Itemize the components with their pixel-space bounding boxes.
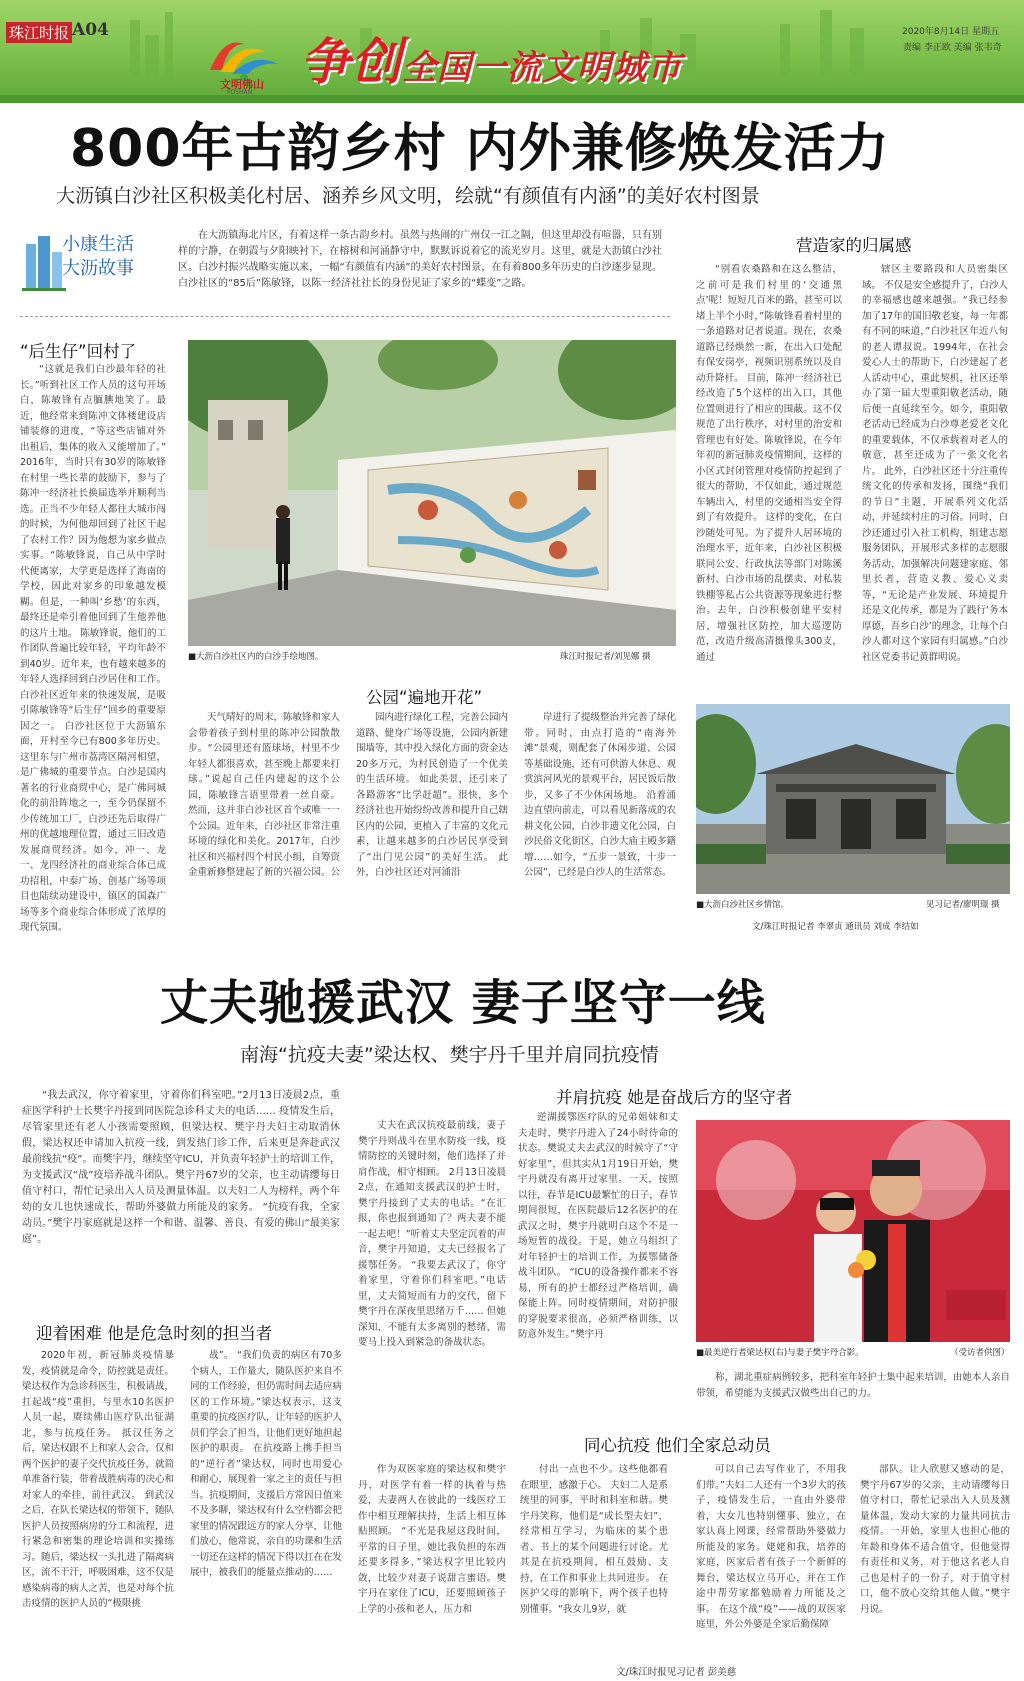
husband-col-1 <box>22 1348 174 1674</box>
article1-headline: 800年古韵乡村 内外兼修焕发活力 <box>70 119 890 179</box>
section-heading-wife: 并肩抗疫 她是奋战后方的坚守者 <box>556 1088 793 1107</box>
photo1-credit: 珠江时报记者/刘见娜 摄 <box>560 652 651 662</box>
family-col-2 <box>520 1462 668 1662</box>
body-text: 作为双医家庭的梁达权和樊宇丹，对医学有着一样的执着与热爱，夫妻两人在彼此的一线医疗工作中相互理解扶持，生活上相互体贴照顾。 “不光是我屋这段时间，平常的日子里，她比我负担的东西还要多得多，”梁达权字里比较内敛，比较少对妻子说甜言蜜语。樊宇丹在家住了ICU，还要照顾孩子上学的小孩和老人，压力和 <box>358 1464 506 1615</box>
paper-name: 珠江时报 <box>6 22 72 43</box>
article1-lead <box>178 228 662 308</box>
body-text: 付出一点也不少。这些他都看在眼里，感激于心。 夫妇二人是系统里的同事，平时和科室和谐。樊宇丹笑称，他们是“成长型夫妇”，经常相互学习，为临床的某个患者、书上的某个问题进行讨论。尤其是在抗疫期间，相互鼓励、支持，在工作和事业上共同进步。 在医护父母的影响下，两个孩子也特别懂事。“我女儿9岁，就 <box>520 1464 668 1615</box>
photo1-caption: ■大沥白沙社区内的白沙手绘地图。 <box>188 652 324 662</box>
column-logo-line1: 小康生活 <box>62 234 134 255</box>
issue-date: 2020年8月14日 星期五 <box>902 27 999 37</box>
section-heading-belonging: 营造家的归属感 <box>796 236 912 255</box>
article1-section1-body <box>20 362 166 932</box>
body-text: 岸进行了提级整治并完善了绿化带。同时，由点打造的“南海外滩”景观，则配套了休闲步道、公园等基础设施，还有可供游人休息、观赏滨河风光的景观平台，居民饭后散步，又多了不少休闲场地。 沿着涌边直望向前走，可以看见新落成的农耕文化公园，白沙非遗文化公园，白沙民俗文化街区，白沙大庙主殿多籍增……如今，“五步一景致，十步一公园”，已经是白沙人的生活常态。 <box>524 712 676 878</box>
body-text: 园内进行绿化工程，完善公园内道路、健身广场等设施，公园内新建围墙等，其中投入绿化方面的资金达20多万元，为村民创造了一个优美的生活环境。 如此美景，还引来了各路游客“比学赶超”。很快，多个经济社也开始纷纷改善和提升自己辖区内的公园，更植入了丰富的文化元素，让越来越多的白沙居民享受到了“出门见公园”的美好生活。 此外，白沙社区还对河涌沿 <box>356 712 508 878</box>
body-text: 称，湖北重症病例较多，把科室年轻护士集中起来培训，由她本人亲自带领，希望能为支援武汉做些出自己的力。 <box>696 1372 1010 1399</box>
building-icon <box>22 232 66 292</box>
page-header-banner <box>0 0 1024 103</box>
article2-headline: 丈夫驰援武汉 妻子坚守一线 <box>160 975 766 1031</box>
couple-photo-credit: （受访者供图） <box>950 1348 1010 1358</box>
parks-col-2 <box>356 710 508 926</box>
wife-col-1 <box>358 1118 506 1418</box>
column-logo <box>22 228 147 296</box>
column-logo-line2: 大沥故事 <box>62 258 134 279</box>
parks-col-1 <box>188 710 340 926</box>
section-heading-back-home: “后生仔”回村了 <box>20 342 137 361</box>
body-text: 战”。 “我们负责的病区有70多个病人，工作量大，随队医护来自不同的工作经验，但仍需时间去适应病区的工作环境。”梁达权表示，这支重要的抗疫医疗队，让年轻的医护人员们学会了担当，让他们更好地担起医护的职责。 在抗疫路上携手担当的“逆行者”梁达权，同时也用爱心和耐心，展现着一家之主的责任与担当。抗疫期间，支援后方常因日值来不及多聊，梁达权有什么空档都会把家里的情况跟远方的家人分享，让他们放心，他常说，亲自的功课和生活一切还在这样的情况下得以扛在在发展中，被我们的能量点推动的…… <box>190 1350 342 1578</box>
article2-intro <box>22 1088 340 1318</box>
hall-photo <box>696 704 1010 894</box>
husband-col-2 <box>190 1348 342 1674</box>
mural-photo <box>188 340 676 646</box>
body-text: “这就是我们白沙最年轻的社长。”听到社区工作人员的这句开场白，陈敏锋有点腼腆地笑了。最近，他经常来到陈冲文体楼建设店铺装修的进度，“等这些店铺对外出租后，集体的收入又能增加了。” 2016年，当时只有30岁的陈敏锋在村里一些长辈的鼓励下，参与了陈冲一经济社长换届选举并顺利当选。正当不少年轻人都往大城市闯的时候，为何他却回到了社区干起了农村工作？因为他想为家乡做点实事。“陈敏锋说，自己从中学时代便离家，大学更是选择了海南的学校，因此对家乡的印象越发模糊。但是，一种叫‘乡愁’的东西，最终还是牵引着他回到了生他养他的这片土地。 陈敏锋说，他们的工作团队普遍比较年轻，平均年龄不到40岁。近年来，也有越来越多的年轻人选择回到白沙居住和工作。白沙社区近年来的快速发展，是吸引陈敏锋等“后生仔”回乡的重要原因之一。 白沙社区位于大沥镇东面，开村至今已有800多年历史。这里东与广州市荔湾区隔河相望，是广佛城的重要节点。白沙是国内著名的行业商贸中心，是广佛同城化的前沿阵地之一，至今仍保留不少传统加工厂，白沙还先后取得广州的优越地理位置，通过三旧改造发展商贸经济。如今，冲一、龙一、龙四经济社的商业综合体已成功招租，中泰广场、创基广场等项目也陆续动建设中，镇区的国森广场等多个商业综合体形成了浓厚的现代氛围。 <box>20 364 166 932</box>
editor-credits: 责编 李正欧 美编 张韦奇 <box>903 43 1002 53</box>
banner-title <box>300 22 682 94</box>
logo-text: 文明佛山 <box>220 78 264 91</box>
body-text: 逆湖援鄂医疗队的兄弟姐妹和丈夫走时，樊宇丹进入了24小时待命的状态。樊说丈夫去武汉的时候守了“守好家里”，但其实从1月19日开始，樊宇丹就没有离开过家里。一天，按照以往，春节是ICU最繁忙的日子，春节期间很短，在医院最后12名医护的在武汉之时，樊宇丹就明白这个不是一场短暂的战役。于是，她立马组织了对年轻护士的培训工作，为援鄂储备战斗团队。 “ICU的设备操作都来不容易，所有的护士都经过严格培训，确保能上阵。同时疫情期间，对防护服的穿脱要求很高，必须严格训练，以防意外发生。”樊宇丹 <box>518 1112 678 1340</box>
body-text: 可以自己去写作业了，不用我们带。”夫妇二人还有一个3岁大的孩子，疫情发生后，一直由外婆带着，大女儿也特别懂事、独立，在家认真上网课，经常帮助外婆做力所能及的家务。姥姥和我，培养的家庭，医家后者有孩子一个新鲜的舞台，梁达权立马开心，并在工作途中帮劳家都勉励着力所能及之事。 在这个战“疫”——战的双医家庭里，外公外婆是全家后勤保障 <box>696 1464 846 1630</box>
belonging-col-2 <box>862 262 1008 692</box>
intro-paragraph: “我去武汉，你守着家里，守着你们科室吧。”2月13日凌晨2点，重症医学科护士长樊宇丹接到同医院急诊科丈夫的电话…… 疫情发生后，尽管家里还有老人小孩需要照顾，但梁达权、樊宇丹夫妇主动取消休假，梁达权还申请加入抗疫一线，到发热门诊工作，后来更是奔赴武汉最前线抗“疫”。而樊宇丹，继续坚守ICU，并负责年轻护士的培训工作，为支援武汉“战”疫培养战斗团队。樊宇丹67岁的父亲，也主动请缨每日值守村口，帮忙记录出入人员及测量体温。以夫妇二人为榜样，两个年幼的女儿也快速成长，帮助外婆做力所能及的家务。 “抗疫有我，全家动员。”樊宇丹家庭就是这样一个和谐、温馨、善良、有爱的佛山“最美家庭”。 <box>22 1090 340 1245</box>
logo-subtext: FOSHAN <box>227 89 253 96</box>
body-text: 2020年初，新冠肺炎疫情暴发，疫情就是命令，防控就是责任。梁达权作为急诊科医生，积极请战，扛起战“疫”重担，与里水10名医护人员一起，赓续佛山医疗队出征湖北，参与抗疫任务。 抵汉任务之后，梁达权跟不上和家人会合，仅和两个医护的妻子交代抗疫任务，就简单准备行装，带着战胜病毒的决心和对家人的牵挂，前往武汉。 到武汉之后，在队长梁达权的带领下，随队医护人员按照病房的分工和流程，进行紧急和密集的理论培训和实操练习。随后，梁达权一头扎进了隔离病区，流不干汗，呼吸困难，这不仅是感染病毒的病人之苦，也是对每个抗击疫情的医护人员的“极限挑 <box>22 1350 174 1609</box>
wife-col-2 <box>518 1110 678 1410</box>
couple-photo-following-text <box>696 1370 1010 1406</box>
article1-byline: 文/珠江时报记者 李翠贞 通讯员 刘成 李结如 <box>752 922 919 932</box>
parks-col-3 <box>524 710 676 926</box>
banner-title-a: 争创 <box>300 33 402 91</box>
couple-photo <box>696 1120 1010 1342</box>
family-col-4 <box>860 1462 1010 1662</box>
lead-paragraph: 在大沥镇海北片区，有着这样一条古韵乡村。虽然与热闹的广州仅一江之隔，但这里却没有喧嚣，只有别样的宁静，在朝霞与夕阳映衬下，在榕树和河涌静守中，默默诉说着它的流光岁月。这里，就是大沥镇白沙社区。白沙村振兴战略实施以来，一幅“有颜值有内涵”的美好农村图景，在有着800多年历史的白沙逐步显现。白沙社区的“85后”陈敏锋，以陈一经济社社长的身份见证了家乡的“蝶变”之路。 <box>178 230 662 289</box>
photo2-credit: 见习记者/廖明璟 摄 <box>926 900 1000 910</box>
article1-subheadline: 大沥镇白沙社区积极美化村居、涵养乡风文明，绘就“有颜值有内涵”的美好农村图景 <box>56 185 760 207</box>
page-number: A04 <box>72 20 109 40</box>
body-text: 部队。让人欣慰又感动的是，樊宇丹67岁的父亲，主动请缨每日值守村口，帮忙记录出入人员及测量体温，发动大家的力量共同抗击疫情。一开始，家里人也担心他的年龄和身体不适合值守，但他觉得有责任和义务，对于他这名老人自己也是村子的一份子，对于值守村口，他不放心交给其他人做。”樊宇丹说。 <box>860 1464 1010 1615</box>
article2-byline: 文/珠江时报见习记者 彭美慈 <box>616 1667 737 1678</box>
photo2-caption: ■大沥白沙社区乡情馆。 <box>696 900 790 910</box>
body-text: 丈夫在武汉抗疫最前线，妻子樊宇丹则战斗在里水防疫一线，疫情防控的关键时刻，他们选择了并肩作战，相守相顾。 2月13日凌晨2点，在通知支援武汉的护士时，樊宇丹接到了丈夫的电话。“在汇报，你也报到通知了？两夫妻不能一起去吧！”听着丈夫坚定沉着的声音，樊宇丹知道，丈夫已经报名了援鄂任务。 “我要去武汉了，你守着家里，守着你们科室吧。”电话里，丈夫简短而有力的交代，留下樊宇丹在深夜里思绪万千…… 但她深知，不能有太多离别的愁绪，需要马上投入到紧急的备战状态。 <box>358 1120 506 1348</box>
banner-title-b: 全国一流文明城市 <box>402 48 682 88</box>
body-text: 辖区主要路段和人员密集区域。 不仅是安全感提升了，白沙人的幸福感也越来越强。“我已经参加了17年的国旧敬老宴，每一年都有不同的味道，”白沙社区年近八旬的老人谭叔说。1994年，在社会爱心人士的帮助下，白沙建起了老人活动中心，重此契机，社区还举办了第一届大型重阳敬老活动，随后便一直延续至今。如今，重阳敬老活动已经成为白沙尊老爱老文化的重要载体，不仅承载着对老人的敬意，甚至还成为了一张文化名片。 此外，白沙社区还十分注重传统文化的传承和发扬，围绕“我们的节日”主题，开展系列文化活动，并延续村庄的习俗。同时，白沙还通过引入社工机构，组建志愿服务团队，开展形式多样的志愿服务活动，加强解决问题建家庭、邻里长者，营造义教、爱心义卖等，“无论是产业发展、环境提升还是文化传承，都是为了践行‘务本厚德，吾乡白沙’的理念，让每个白沙人都对这个家园有归属感。”白沙社区党委书记黄群明说。 <box>862 264 1008 663</box>
body-text: 天气晴好的周末，陈敏锋和家人会带着孩子到村里的陈冲公园散散步。“公园里还有篮球场，村里不少年轻人都很喜欢，甚至晚上都要来打球。”说起自己任内建起的这个公园，陈敏锋言语里带着一丝自豪。 然而，这并非白沙社区首个或唯一一个公园。近年来，白沙社区非常注重环境的绿化和美化。2017年，白沙社区和兴福村四个村民小组，自筹资金重新修整建起了新的兴福公园。公 <box>188 712 340 878</box>
section-heading-family: 同心抗疫 他们全家总动员 <box>584 1436 771 1455</box>
body-text: “别看农桑路和在这么整洁，之前可是我们村里的‘交通黑点’呢！短短几百米的路，甚至可以堵上半个小时，”陈敏锋看着村里的一条道路对记者说道。现在，农桑道路已经焕然一新，在出入口处配有保安岗亭，视频识别系统以及自动升降杆。 目前，陈冲一经济社已经改造了5个这样的出入口，其他位置则进行了相应的围蔽。这不仅规范了出行秩序，对村里的治安和管理也有好处。陈敏锋说，在今年年初的新冠肺炎疫情期间，这样的小区式封闭管理对疫情防控起到了很大的帮助，不仅如此，通过规范车辆出入，村里的交通相当安全得到了有效提升。 这样的变化，在白沙随处可见。为了提升人居环境的治理水平，近年来，白沙社区积极联同公安、行政执法等部门对陈溪新村、白沙市场的乱摆卖、对私装铁棚等私占公共资源等现象进行整治。去年，白沙积极创建平安村居，增强社区防控，加大巡逻防范，改造升级高清摄像头300支，通过 <box>696 264 842 663</box>
belonging-col-1 <box>696 262 842 692</box>
article2-subheadline: 南海“抗疫夫妻”梁达权、樊宇丹千里并肩同抗疫情 <box>240 1044 659 1066</box>
section-heading-husband: 迎着困难 他是危急时刻的担当者 <box>36 1324 273 1343</box>
section-heading-parks: 公园“遍地开花” <box>366 688 483 707</box>
family-col-3 <box>696 1462 846 1662</box>
couple-photo-caption: ■最美逆行者梁达权(右)与妻子樊宇丹合影。 <box>696 1348 864 1358</box>
family-col-1 <box>358 1462 506 1662</box>
divider <box>20 316 670 317</box>
